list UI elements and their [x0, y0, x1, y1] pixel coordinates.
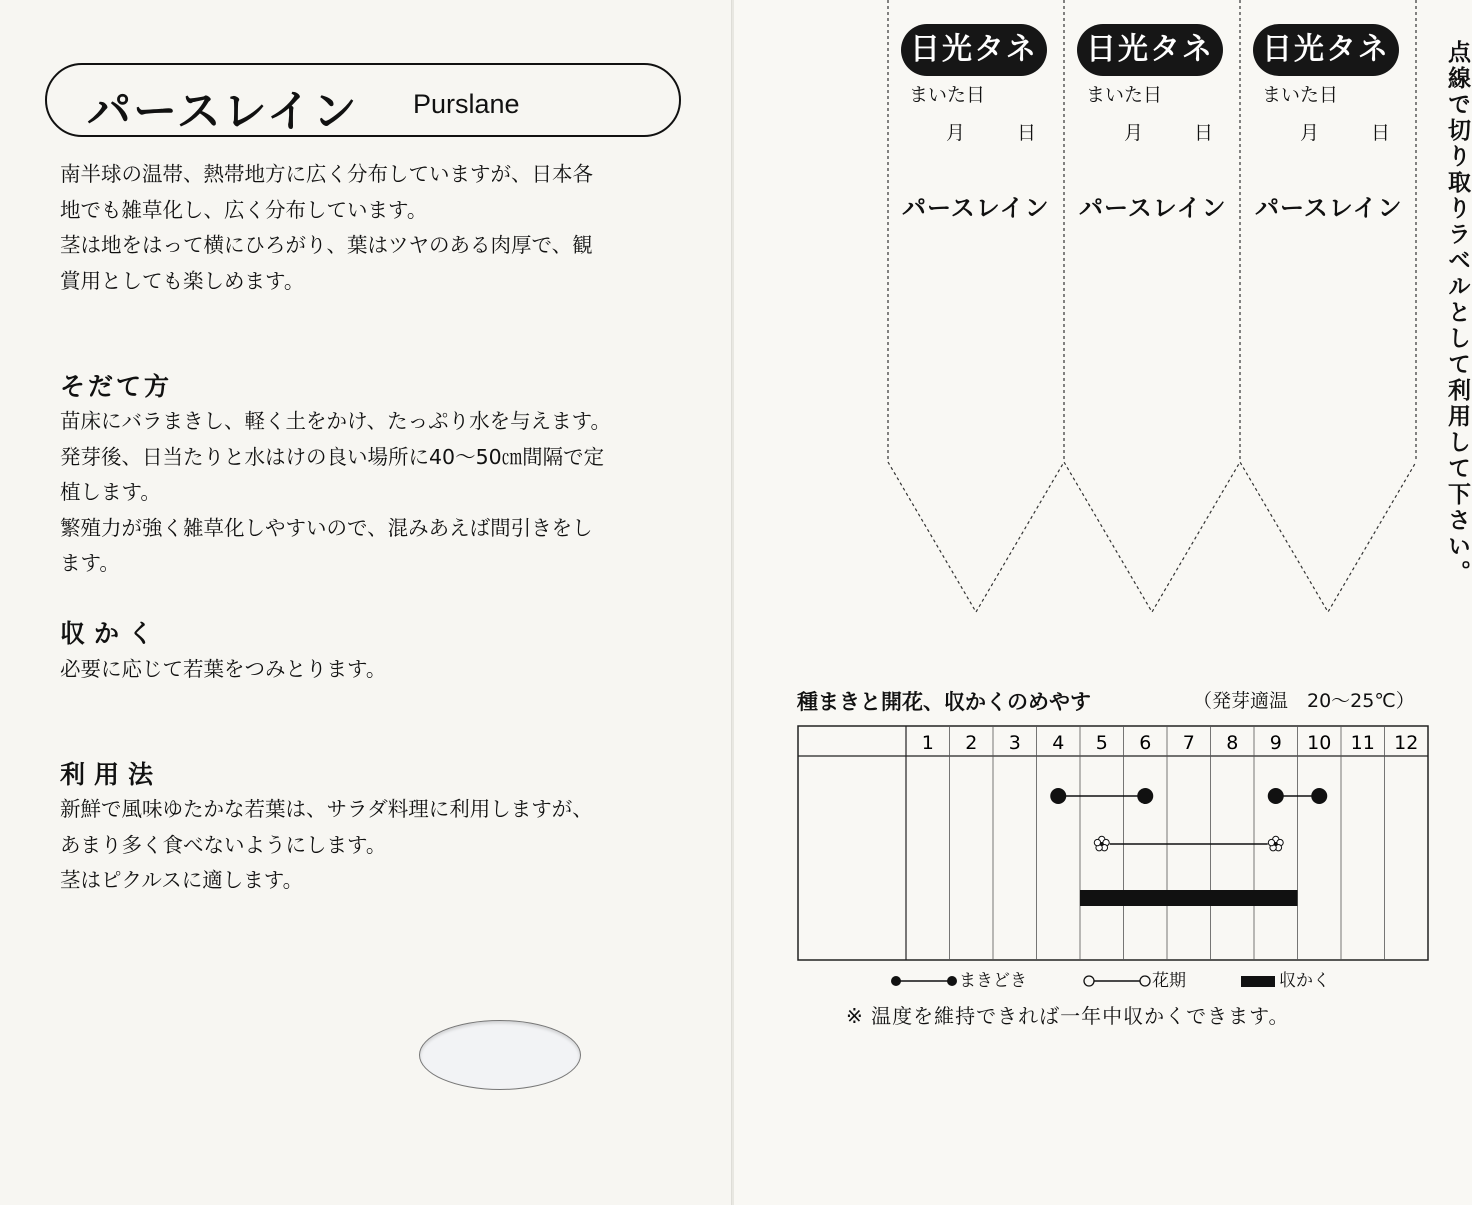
month-tick-label: 8 — [1226, 732, 1239, 754]
section-heading-growing: そだて方 — [60, 372, 173, 401]
section-heading-usage: 利用法 — [60, 760, 163, 789]
sow-date-label: まいた日 — [1086, 84, 1163, 106]
legend-harvest-label: 収かく — [1279, 971, 1330, 991]
chart-footnote: ※ 温度を維持できれば一年中収かくできます。 — [846, 1004, 1290, 1028]
section-line: 必要に応じて若葉をつみとります。 — [60, 657, 387, 681]
plant-name: パースレイン — [1255, 194, 1403, 222]
section-line: 繁殖力が強く雑草化しやすいので、混みあえば間引きをし — [60, 515, 593, 540]
day-field: 日 — [1017, 122, 1037, 144]
sow-date-label: まいた日 — [1262, 84, 1339, 106]
flower-icon — [1268, 836, 1283, 851]
month-tick-label: 6 — [1139, 732, 1152, 754]
legend-flowering — [1082, 966, 1186, 991]
day-field: 日 — [1194, 122, 1214, 144]
month-tick-label: 10 — [1307, 732, 1332, 754]
sowing-legend-icon — [889, 971, 959, 991]
flower-legend-icon — [1082, 971, 1152, 991]
month-field: 月 — [1124, 122, 1144, 144]
legend-sowing-label: まきどき — [959, 971, 1027, 991]
month-tick-label: 11 — [1350, 732, 1375, 754]
intro-line: 茎は地をはって横にひろがり、葉はツヤのある肉厚で、観 — [60, 233, 593, 257]
sowing-point — [1137, 788, 1153, 804]
plant-name: パースレイン — [902, 194, 1050, 222]
section-growing-text — [60, 404, 611, 582]
section-heading-harvest: 収かく — [60, 619, 163, 648]
month-tick-label: 4 — [1052, 732, 1065, 754]
brand-badge: 日光タネ — [1077, 24, 1223, 76]
brand-badge: 日光タネ — [901, 24, 1047, 76]
cut-instruction: 点線で切り取りラベルとして利用して下さい。 — [1444, 40, 1470, 586]
title-box — [45, 63, 681, 137]
month-tick-label: 3 — [1008, 732, 1021, 754]
month-tick-label: 9 — [1269, 732, 1282, 754]
section-line: 苗床にバラまきし、軽く土をかけ、たっぷり水を与えます。 — [60, 409, 612, 433]
section-line: 植します。 — [60, 480, 161, 504]
section-usage-text — [60, 792, 593, 899]
month-field: 月 — [1300, 122, 1320, 144]
harvest-bar — [1080, 890, 1298, 906]
section-line: ます。 — [60, 551, 120, 575]
intro-line: 地でも雑草化し、広く分布しています。 — [60, 197, 428, 222]
chart-frame — [798, 726, 1428, 960]
chart-title: 種まきと開花、収かくのめやす — [797, 690, 1091, 714]
title-english: Purslane — [413, 89, 520, 119]
legend-sowing — [889, 966, 1027, 991]
section-line: 新鮮で風味ゆたかな若葉は、サラダ料理に利用しますが、 — [60, 797, 593, 821]
flower-icon — [1094, 836, 1109, 851]
month-tick-label: 1 — [921, 732, 934, 754]
month-field: 月 — [946, 122, 966, 144]
legend-flowering-label: 花期 — [1152, 971, 1186, 991]
title-japanese: パースレイン — [87, 86, 359, 137]
intro-paragraph — [60, 157, 593, 299]
thumb-cutout — [419, 1020, 581, 1090]
section-line: 発芽後、日当たりと水はけの良い場所に40〜50㎝間隔で定 — [60, 444, 605, 469]
intro-line: 南半球の温帯、熱帯地方に広く分布していますが、日本各 — [60, 162, 593, 186]
sowing-point — [1268, 788, 1284, 804]
day-field: 日 — [1371, 122, 1391, 144]
month-tick-label: 7 — [1182, 732, 1195, 754]
germination-temp-note: （発芽適温 20〜25℃） — [1193, 690, 1415, 712]
intro-line: 賞用としても楽しめます。 — [60, 268, 305, 293]
month-tick-label: 12 — [1394, 732, 1419, 754]
left-page — [0, 0, 732, 1205]
sowing-point — [1311, 788, 1327, 804]
month-tick-label: 5 — [1095, 732, 1108, 754]
plant-name: パースレイン — [1079, 194, 1227, 222]
month-tick-label: 2 — [965, 732, 978, 754]
sowing-point — [1050, 788, 1066, 804]
sow-date-label: まいた日 — [909, 84, 986, 106]
legend-harvest — [1239, 966, 1330, 991]
schedule-chart — [796, 724, 1436, 964]
section-line: 茎はピクルスに適します。 — [60, 868, 304, 892]
harvest-legend-icon — [1239, 971, 1279, 991]
brand-badge: 日光タネ — [1253, 24, 1399, 76]
section-harvest-text — [60, 652, 386, 688]
section-line: あまり多く食べないようにします。 — [60, 832, 387, 857]
